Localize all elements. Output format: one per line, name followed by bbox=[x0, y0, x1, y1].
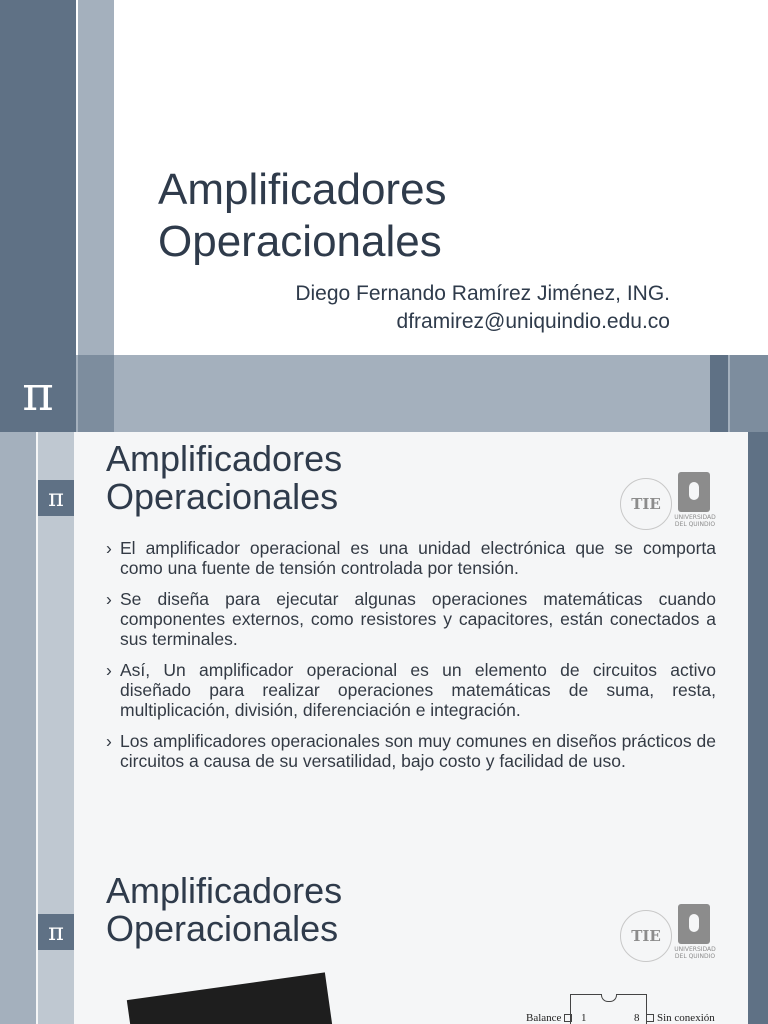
pin-diagram bbox=[522, 1008, 752, 1024]
uniquindio-logo-icon bbox=[678, 904, 710, 944]
uniquindio-logo-icon bbox=[678, 472, 710, 512]
title-line-1: Amplificadores bbox=[106, 438, 343, 479]
pi-icon: π bbox=[38, 914, 74, 950]
university-logo bbox=[620, 902, 720, 962]
title-line-1: Amplificadores bbox=[158, 165, 447, 214]
bullet-marker: › bbox=[106, 589, 112, 609]
bullet-text: Los amplificadores operacionales son muy comunes en diseños prácticos de circuitos a causa de su versatilidad, bajo costo y facilidad de uso. bbox=[120, 731, 716, 771]
logo-caption: UNIVERSIDAD DEL QUINDIO bbox=[674, 946, 716, 960]
pin-8-row bbox=[634, 1012, 715, 1024]
list-item bbox=[106, 660, 716, 720]
title-line-1: Amplificadores bbox=[106, 870, 343, 911]
author-name: Diego Fernando Ramírez Jiménez, ING. bbox=[295, 282, 670, 305]
title-slide bbox=[0, 0, 768, 432]
band-accent-right-dark bbox=[710, 355, 728, 432]
bullet-list bbox=[106, 538, 716, 782]
band-accent-right-mid bbox=[730, 355, 768, 432]
ic-notch bbox=[601, 994, 617, 1002]
bottom-band bbox=[0, 355, 768, 432]
pin-square-icon bbox=[646, 1014, 654, 1022]
pin-1-row bbox=[526, 1012, 586, 1024]
left-side-bar bbox=[0, 868, 36, 1024]
bullet-marker: › bbox=[106, 731, 112, 751]
left-side-bar bbox=[0, 432, 36, 868]
pin-label-balance: Balance bbox=[526, 1012, 562, 1024]
bullet-text: Así, Un amplificador operacional es un elemento de circuitos activo diseñado para realizar operaciones matemáticas de suma, resta, multiplicación, división, diferenciación e integración. bbox=[120, 660, 716, 720]
bullet-marker: › bbox=[106, 538, 112, 558]
pi-icon: π bbox=[38, 480, 74, 516]
bullet-text: El amplificador operacional es una unidad electrónica que se comporta como una fuente de tensión controlada por tensión. bbox=[120, 538, 716, 578]
author-email: dframirez@uniquindio.edu.co bbox=[396, 310, 670, 333]
slide-title bbox=[158, 164, 718, 268]
content-slide bbox=[0, 432, 768, 868]
list-item bbox=[106, 731, 716, 771]
right-side-bar bbox=[748, 868, 768, 1024]
university-logo bbox=[620, 470, 720, 530]
list-item bbox=[106, 538, 716, 578]
logo-caption: UNIVERSIDAD DEL QUINDIO bbox=[674, 514, 716, 528]
bullet-text: Se diseña para ejecutar algunas operaciones matemáticas cuando componentes externos, como resistores y capacitores, están conectados a sus terminales. bbox=[120, 589, 716, 649]
title-line-2: Operacionales bbox=[106, 476, 339, 517]
list-item bbox=[106, 589, 716, 649]
title-line-2: Operacionales bbox=[106, 908, 339, 949]
slide-title bbox=[106, 440, 342, 516]
pin-number-8: 8 bbox=[634, 1012, 640, 1024]
opamp-chip-image bbox=[127, 972, 333, 1024]
title-line-2: Operacionales bbox=[158, 217, 442, 266]
pin-square-icon bbox=[564, 1014, 572, 1022]
tie-logo-icon: TIE bbox=[620, 478, 672, 530]
bullet-marker: › bbox=[106, 660, 112, 680]
slide-title bbox=[106, 872, 342, 948]
pin-label-no-connection: Sin conexión bbox=[657, 1012, 715, 1024]
right-side-bar bbox=[748, 432, 768, 868]
content-slide-2 bbox=[0, 868, 768, 1024]
tie-logo-icon: TIE bbox=[620, 910, 672, 962]
left-dark-bar bbox=[0, 0, 76, 355]
left-light-bar bbox=[78, 0, 114, 355]
author-block bbox=[200, 280, 670, 336]
pi-icon: π bbox=[0, 355, 76, 432]
band-accent-left bbox=[78, 355, 114, 432]
pin-number-1: 1 bbox=[580, 1012, 587, 1024]
